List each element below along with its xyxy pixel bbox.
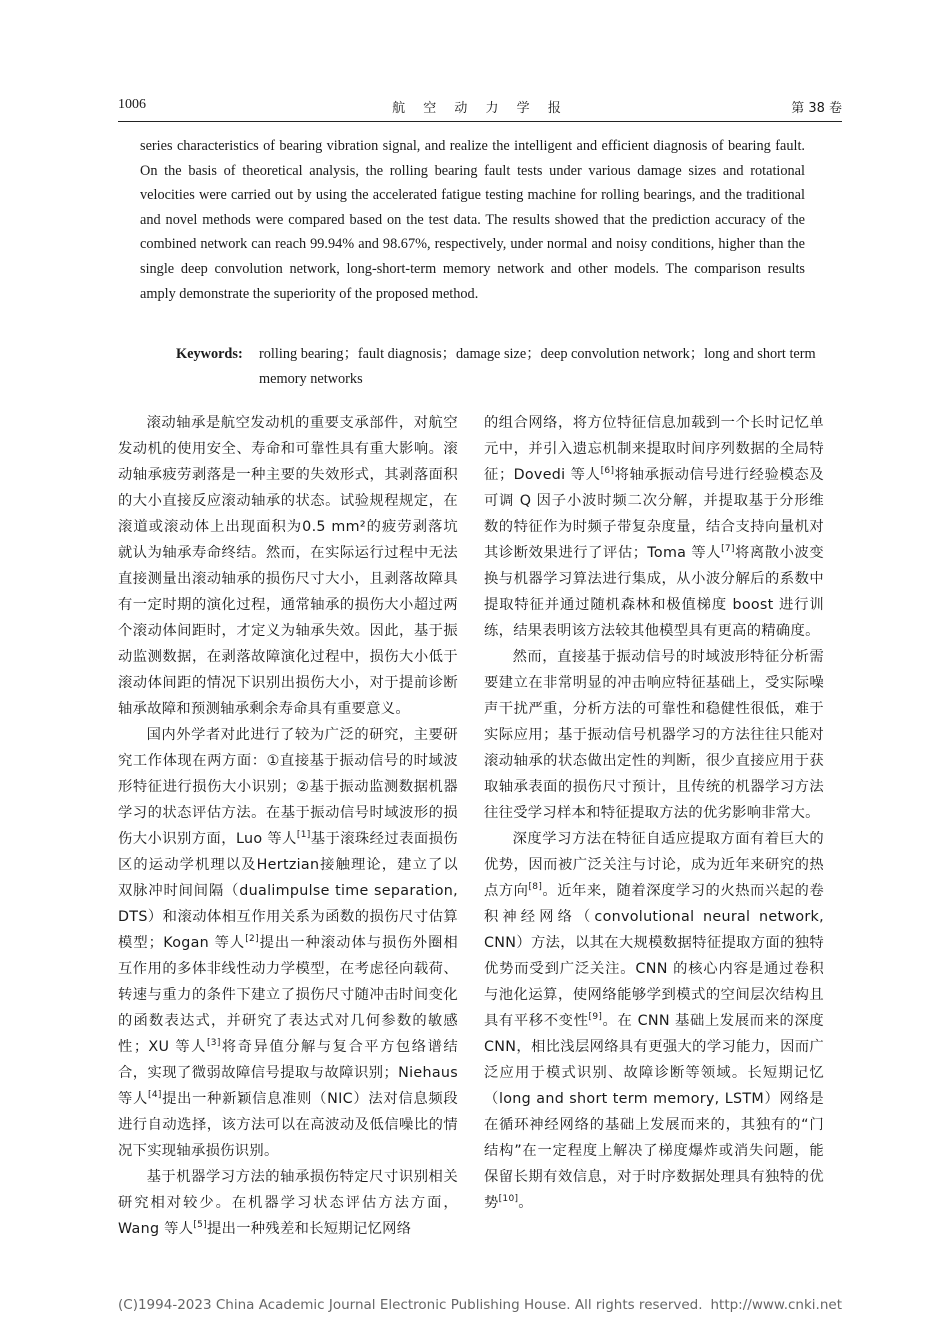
copyright-text: (C)1994-2023 China Academic Journal Electronic Publishing House. All rights reserved.	[118, 1297, 703, 1313]
journal-title: 航 空 动 力 学 报	[392, 101, 568, 116]
abstract-text: series characteristics of bearing vibration signal, and realize the intelligent and efficient diagnosis of bearing fault. On the basis of theoretical analysis, the rolling bearing fault tests under various damage sizes and rotational velocities were carried out by using the accelerated fatigue testing machine for rolling bearings, and the traditional and novel methods were compared based on the test data. The results showed that the prediction accuracy of the combined network can reach 99.94% and 98.67%, respectively, under normal and noisy conditions, higher than the single deep convolution network, long-short-term memory network and other models. The comparison results amply demonstrate the superiority of the proposed method.	[140, 138, 805, 302]
citation-ref[interactable]: [2]	[245, 934, 259, 945]
volume-label: 第 38 卷	[791, 101, 842, 116]
cnki-url[interactable]: http://www.cnki.net	[710, 1297, 842, 1313]
citation-ref[interactable]: [7]	[721, 544, 735, 555]
citation-ref[interactable]: [3]	[207, 1038, 221, 1049]
body-paragraph-3: 基于机器学习方法的轴承损伤特定尺寸识别相关研究相对较少。在机器学习状态评估方法方面，Wang 等人[5]提出一种残差和长短期记忆网络	[118, 1169, 458, 1237]
body-paragraph-3-continued: 的组合网络，将方位特征信息加载到一个长时记忆单元中，并引入遗忘机制来提取时间序列数据的全局特征；Dovedi 等人[6]将轴承振动信号进行经验模态及可调 Q 因子小波时频二次分解，并提取基于分形维数的特征作为时频子带复杂度量，结合支持向量机对其诊断效果进行了评估；Toma 等人[7]将离散小波变换与机器学习算法进行集成，从小波分解后的系数中提取特征并通过随机森林和极值梯度 boost 进行训练，结果表明该方法较其他模型具有更高的精确度。	[484, 415, 824, 639]
body-column-left	[118, 410, 458, 1242]
keywords-text: rolling bearing；fault diagnosis；damage size；deep convolution network；long and short term memory networks	[259, 346, 816, 387]
page-number: 1006	[118, 97, 146, 112]
citation-ref[interactable]: [8]	[528, 882, 543, 893]
citation-ref[interactable]: [10]	[498, 1194, 519, 1205]
citation-ref[interactable]: [5]	[193, 1220, 208, 1231]
body-paragraph-4: 然而，直接基于振动信号的时域波形特征分析需要建立在非常明显的冲击响应特征基础上，受实际噪声干扰严重，分析方法的可靠性和稳健性很低，难于实际应用；基于振动信号机器学习的方法往往只能对滚动轴承的状态做出定性的判断，很少直接应用于获取轴承表面的损伤尺寸预计，且传统的机器学习方法往往受学习样本和特征提取方法的优劣影响非常大。	[484, 649, 824, 821]
citation-ref[interactable]: [9]	[588, 1012, 603, 1023]
abstract-continuation	[140, 134, 805, 306]
body-paragraph-5: 深度学习方法在特征自适应提取方面有着巨大的优势，因而被广泛关注与讨论，成为近年来研究的热点方向[8]。近年来，随着深度学习的火热而兴起的卷积神经网络（convolutional neural network, CNN）方法，以其在大规模数据特征提取方面的独特优势而受到广泛关注。CNN 的核心内容是通过卷积与池化运算，使网络能够学到模式的空间层次结构且具有平移不变性[9]。在 CNN 基础上发展而来的深度 CNN，相比浅层网络具有更强大的学习能力，因而广泛应用于模式识别、故障诊断等领域。长短期记忆（long and short term memory, LSTM）网络是在循环神经网络的基础上发展而来的，其独有的“门结构”在一定程度上解决了梯度爆炸或消失问题，能保留长期有效信息，对于时序数据处理具有独特的优势[10]。	[484, 831, 824, 1211]
body-paragraph-1: 滚动轴承是航空发动机的重要支承部件，对航空发动机的使用安全、寿命和可靠性具有重大影响。滚动轴承疲劳剥落是一种主要的失效形式，其剥落面积的大小直接反应滚动轴承的状态。试验规程规定，在滚道或滚动体上出现面积为0.5 mm²的疲劳剥落坑就认为轴承寿命终结。然而，在实际运行过程中无法直接测量出滚动轴承的损伤尺寸大小，且剥落故障具有一定时期的演化过程，通常轴承的损伤大小超过两个滚动体间距时，才定义为轴承失效。因此，基于振动监测数据，在剥落故障演化过程中，损伤大小低于滚动体间距的情况下识别出损伤大小，对于提前诊断轴承故障和预测轴承剩余寿命具有重要意义。	[118, 415, 458, 717]
citation-ref[interactable]: [1]	[296, 830, 311, 841]
body-paragraph-2: 国内外学者对此进行了较为广泛的研究，主要研究工作体现在两方面：①直接基于振动信号的时域波形特征进行损伤大小识别；②基于振动监测数据机器学习的状态评估方法。在基于振动信号时域波形的损伤大小识别方面，Luo 等人[1]基于滚珠经过表面损伤区的运动学机理以及Hertzian接触理论，建立了以双脉冲时间间隔（dualimpulse time separation, DTS）和滚动体相互作用关系为函数的损伤尺寸估算模型；Kogan 等人[2]提出一种滚动体与损伤外圈相互作用的多体非线性动力学模型，在考虑径向载荷、转速与重力的条件下建立了损伤尺寸随冲击时间变化的函数表达式，并研究了表达式对几何参数的敏感性；XU 等人[3]将奇异值分解与复合平方包络谱结合，实现了微弱故障信号提取与故障识别；Niehaus 等人[4]提出一种新颖信息准则（NIC）法对信息频段进行自动选择，该方法可以在高波动及低信噪比的情况下实现轴承损伤识别。	[118, 727, 459, 1159]
header-divider	[118, 121, 842, 122]
page-header	[118, 97, 842, 121]
citation-ref[interactable]: [6]	[600, 466, 615, 477]
keywords-label: Keywords:	[176, 346, 243, 362]
citation-ref[interactable]: [4]	[148, 1090, 162, 1101]
body-column-right	[484, 410, 824, 1216]
